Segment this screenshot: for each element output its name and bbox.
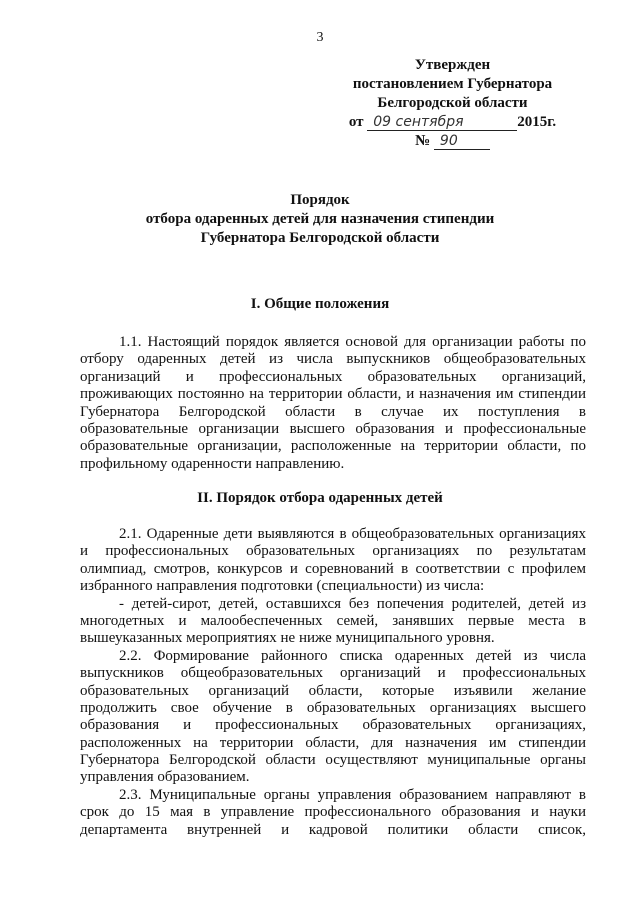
approval-line-3: Белгородской области	[377, 95, 528, 111]
title-line-3: Губернатора Белгородской области	[200, 230, 440, 246]
date-prefix: от	[348, 114, 364, 130]
text-line: образовательные организации высшего образования и профессиональные	[80, 420, 586, 437]
text-line: профильному одаренности направлению.	[80, 455, 345, 472]
section-2-heading: II. Порядок отбора одаренных детей	[197, 490, 443, 506]
date-year: 2015г.	[517, 114, 557, 130]
text-line: организаций и профессиональных образовательных организаций,	[80, 368, 586, 385]
text-line: образовательных организаций области, которые изъявили желание	[80, 682, 586, 699]
title-line-2: отбора одаренных детей для назначения стипендии	[145, 211, 495, 227]
text-line: 2.3. Муниципальные органы управления образованием направляют в	[119, 786, 586, 803]
text-line: выпускников общеобразовательных организаций и профессиональных	[80, 665, 586, 682]
text-line: олимпиад, смотров, конкурсов и соревнований в соответствии с профилем	[80, 560, 586, 577]
text-line: Губернатора Белгородской области осуществляют муниципальные органы	[80, 752, 586, 769]
text-line: срок до 15 мая в управление профессионального образования и науки	[80, 804, 586, 821]
text-line: образования и профессиональных образовательных организациях,	[80, 717, 586, 734]
text-line: 2.1. Одаренные дети выявляются в общеобразовательных организациях	[119, 526, 586, 542]
approval-line-1: Утвержден	[414, 57, 491, 73]
text-line: управления образованием.	[80, 769, 250, 786]
text-line: избранного направления подготовки (специальности) из числа:	[80, 578, 485, 595]
text-line: продолжить свое обучение в образовательных организациях высшего	[80, 699, 586, 716]
text-line: многодетных и малообеспеченных семей, занявших первые места в	[80, 612, 586, 629]
text-line: вышеуказанных мероприятиях не ниже муниципального уровня.	[80, 630, 495, 647]
section-1-heading: I. Общие положения	[250, 296, 390, 312]
approval-number-line	[330, 132, 575, 151]
number-prefix: №	[415, 133, 431, 149]
approval-date-line	[330, 113, 575, 132]
text-line: отбору одаренных детей из числа выпускников общеобразовательных	[80, 351, 586, 368]
handwritten-number: 90	[434, 132, 490, 150]
paragraph-1-1	[80, 334, 586, 473]
text-line: 1.1. Настоящий порядок является основой для организации работы по	[119, 334, 586, 350]
text-line: Губернатора Белгородской области в случае их поступления в	[80, 403, 586, 420]
approval-line-2: постановлением Губернатора	[352, 76, 553, 92]
text-line: образовательные организации, расположенные на территории области, по	[80, 438, 586, 455]
title-line-1: Порядок	[290, 192, 350, 208]
paragraph-2-1	[80, 526, 586, 839]
text-line: департамента внутренней и кадровой политики области список,	[80, 821, 586, 838]
list-item: - детей-сирот, детей, оставшихся без попечения родителей, детей из	[119, 595, 586, 612]
text-line: 2.2. Формирование районного списка одаренных детей из числа	[119, 647, 586, 664]
handwritten-date: 09 сентября	[367, 113, 517, 131]
text-line: и профессиональных образовательных организациях по результатам	[80, 543, 586, 560]
page-number: 3	[316, 30, 324, 45]
text-line: расположенных на территории области, для назначения им стипендии	[80, 734, 586, 751]
text-line: проживающих постоянно на территории области, и назначения им стипендии	[80, 386, 586, 403]
